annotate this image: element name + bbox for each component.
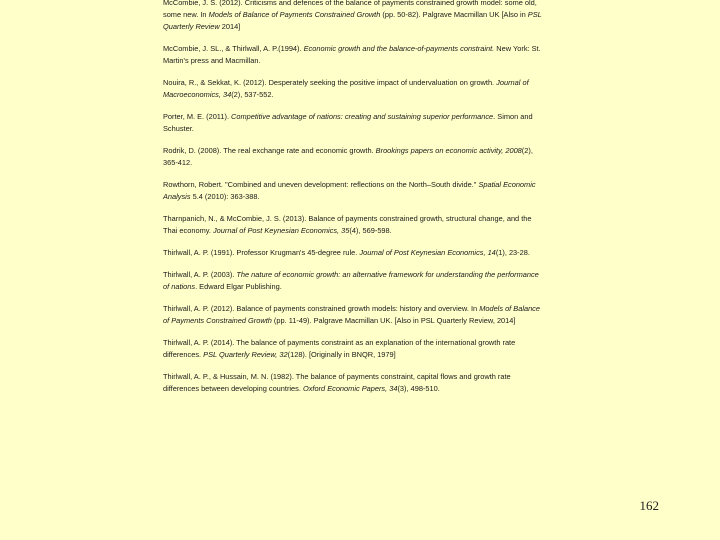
ref-italic-text: Economic growth and the balance-of-payments constraint. [303,44,495,53]
reference-entry [163,247,543,259]
ref-text: Rodrik, D. (2008). The real exchange rate and economic growth. [163,146,376,155]
ref-italic-text: PSL Quarterly Review [163,10,542,31]
ref-text: Rowthorn, Robert. "Combined and uneven development: reflections on the North–South divide." [163,180,479,189]
reference-entry [163,77,543,101]
ref-italic-text: The nature of economic growth: an alternative framework for understanding the performance of nations [163,270,539,291]
ref-text: (2), 537-552. [231,90,274,99]
page-number: 162 [639,498,659,513]
ref-italic-text: Journal of Macroeconomics, 34 [163,78,529,99]
ref-text: (2), 365-412. [163,146,533,167]
ref-italic-text: Competitive advantage of nations: creating and sustaining superior performance [231,112,494,121]
ref-italic-text: PSL Quarterly Review, 32 [203,350,288,359]
ref-text: Tharnpanich, N., & McCombie, J. S. (2013). Balance of payments constrained growth, structural change, and the Thai economy. [163,214,532,235]
ref-text: (128). [Originally in BNQR, 1979] [287,350,396,359]
ref-text: Thirlwall, A. P. (2003). [163,270,237,279]
ref-italic-text: Spatial Economic Analysis [163,180,536,201]
ref-text: McCombie, J. SL., & Thirlwall, A. P.(1994). [163,44,304,53]
reference-entry [163,179,543,203]
ref-text: 2014] [219,22,241,31]
reference-entry [163,371,543,395]
ref-text: (pp. 50-82). Palgrave Macmillan UK [Also in [380,10,528,19]
reference-entry [163,303,543,327]
ref-italic-text: Models of Balance of Payments Constrained Growth [208,10,381,19]
ref-text: (pp. 11-49). Palgrave Macmillan UK. [Also in PSL Quarterly Review, 2014] [271,316,516,325]
ref-italic-text: Oxford Economic Papers, 34 [302,384,398,393]
reference-entry [163,269,543,293]
reference-entry [163,111,543,135]
ref-text: Thirlwall, A. P. (2012). Balance of payments constrained growth models: history and overview. In [163,304,480,313]
reference-entry [163,145,543,169]
ref-text: Nouira, R., & Sekkat, K. (2012). Desperately seeking the positive impact of undervaluation on growth. [163,78,497,87]
reference-list [163,0,543,405]
ref-text: . Edward Elgar Publishing. [195,282,282,291]
ref-text: Thirlwall, A. P. (2014). The balance of payments constraint as an explanation of the international growth rate differences. [163,338,516,359]
ref-text: (3), 498-510. [397,384,440,393]
ref-text: Thirlwall, A. P. (1991). Professor Krugman's 45-degree rule. [163,248,360,257]
ref-text: . Simon and Schuster. [163,112,533,133]
reference-entry [163,43,543,67]
ref-text: (4), 569-598. [349,226,392,235]
ref-text: 5.4 (2010): 363-388. [190,192,260,201]
ref-italic-text: Models of Balance of Payments Constrained Growth [163,304,540,325]
ref-italic-text: Journal of Post Keynesian Economics, 14 [359,248,496,257]
ref-text: (1), 23-28. [495,248,530,257]
ref-text: New York: St. Martin's press and Macmillan. [163,44,541,65]
ref-italic-text: Brookings papers on economic activity, 2008 [375,146,522,155]
reference-entry [163,0,543,33]
ref-text: McCombie, J. S. (2012). Criticisms and defences of the balance of payments constrained growth model: some old, some new. In [163,0,537,19]
ref-italic-text: Journal of Post Keynesian Economics, 35 [212,226,350,235]
reference-entry [163,337,543,361]
reference-entry [163,213,543,237]
ref-text: Porter, M. E. (2011). [163,112,232,121]
ref-text: Thirlwall, A. P., & Hussain, M. N. (1982). The balance of payments constraint, capital flows and growth rate differences between developing countries. [163,372,511,393]
